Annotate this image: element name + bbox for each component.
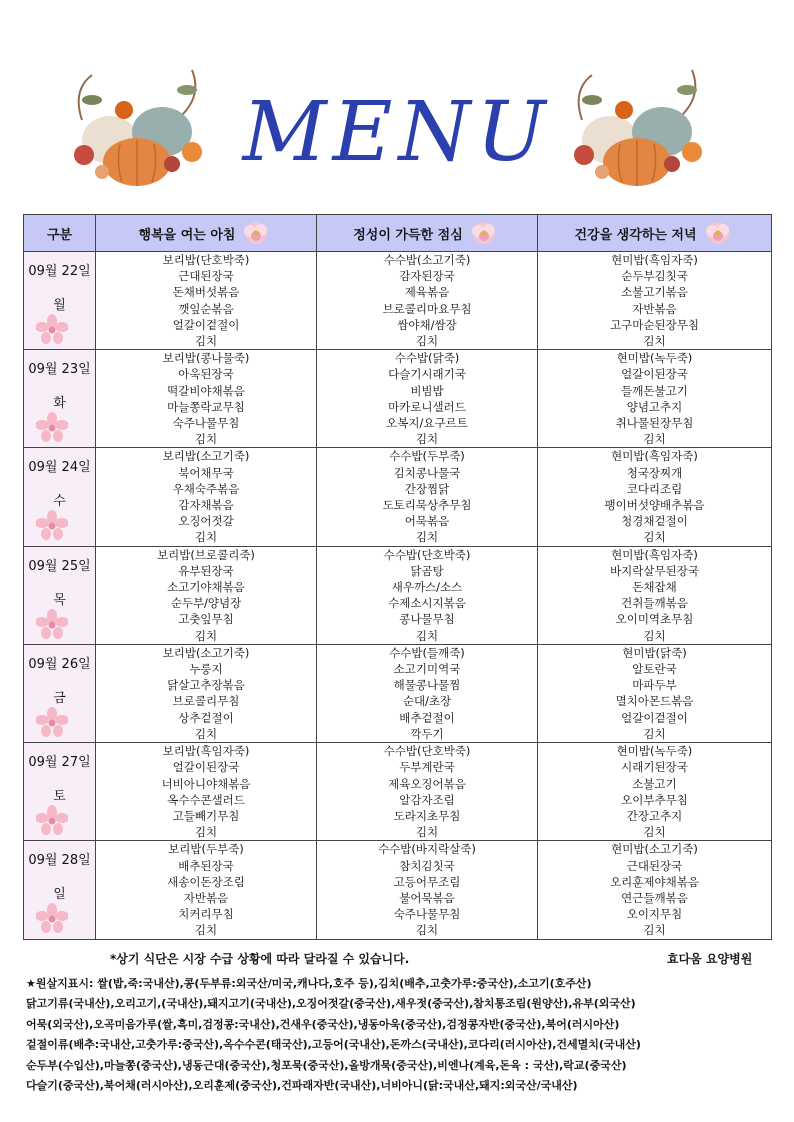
menu-item: 바지락살무된장국 <box>610 563 699 578</box>
menu-item: 자반볶음 <box>183 890 229 905</box>
menu-item: 보리밥(흑임자죽) <box>162 744 250 759</box>
menu-item: 돈채잡채 <box>632 580 677 595</box>
table-row <box>24 448 772 546</box>
weekday-label: 토 <box>53 789 66 805</box>
blossom-icon <box>36 903 68 933</box>
breakfast-cell <box>96 841 317 939</box>
day-cell <box>24 252 96 350</box>
weekday-label: 수 <box>53 494 66 510</box>
menu-item: 간장찜닭 <box>404 481 450 496</box>
menu-item: 오복지/요구르트 <box>386 416 468 431</box>
dinner-cell <box>538 350 772 448</box>
menu-item: 보리밥(브로콜리죽) <box>157 547 255 562</box>
menu-item: 불어묵볶음 <box>399 890 455 905</box>
column-header-lunch: 정성이 가득한 점심 <box>317 215 538 252</box>
menu-item: 보리밥(소고기죽) <box>162 449 250 464</box>
menu-item: 시래기된장국 <box>621 760 688 775</box>
menu-item: 김치 <box>643 923 666 938</box>
menu-item: 김치 <box>415 825 439 840</box>
menu-item: 김치 <box>643 825 666 840</box>
menu-item: 고등어무조림 <box>393 874 461 889</box>
weekday-label: 금 <box>53 690 66 706</box>
table-row <box>24 350 772 448</box>
date-label: 09월 26일 <box>28 656 91 672</box>
menu-item: 닭살고추장볶음 <box>167 678 245 693</box>
menu-item: 건취들깨볶음 <box>621 596 688 611</box>
menu-item: 현미밥(닭죽) <box>622 645 687 660</box>
menu-item: 오이미역초무침 <box>615 612 694 627</box>
blossom-icon <box>36 707 68 737</box>
weekday-label: 목 <box>53 592 66 608</box>
weekday-label: 일 <box>53 887 66 903</box>
menu-item: 코다리조림 <box>626 481 683 496</box>
dinner-cell <box>538 448 772 546</box>
menu-item: 누룽지 <box>189 662 223 677</box>
menu-item: 브로콜리마요무침 <box>382 301 472 316</box>
origin-line: 순두부(수입산),마늘쫑(중국산),냉동근대(중국산),청포묵(중국산),올방개묵(중국산),비엔나(계육,돈육 : 국산),락교(중국산) <box>26 1058 627 1072</box>
breakfast-cell <box>96 252 317 350</box>
menu-item: 북어채무국 <box>178 465 234 480</box>
menu-item: 유부된장국 <box>178 563 234 578</box>
date-label: 09월 23일 <box>28 362 91 378</box>
menu-item: 팽이버섯양배추볶음 <box>604 498 705 513</box>
menu-item: 깻잎순볶음 <box>178 301 234 316</box>
menu-item: 들깨돈불고기 <box>621 383 688 398</box>
menu-item: 돈채버섯볶음 <box>172 285 240 300</box>
menu-item: 우채숙주볶음 <box>172 481 240 496</box>
menu-item: 옥수수콘샐러드 <box>167 792 245 807</box>
blossom-icon <box>36 314 68 344</box>
peony-icon <box>467 220 501 246</box>
origin-line: 다슬기(중국산),북어채(러시아산),오리훈제(중국산),건파래자반(국내산),너비아니(닭:국내산,돼지:외국산/국내산) <box>26 1079 578 1093</box>
menu-item: 김치 <box>194 628 218 643</box>
pumpkin-bouquet-illustration <box>562 60 712 190</box>
menu-item: 수수밥(단호박죽) <box>383 744 471 759</box>
menu-item: 고구마순된장무침 <box>610 317 699 332</box>
menu-item: 김치 <box>194 432 218 447</box>
day-cell <box>24 644 96 742</box>
breakfast-cell <box>96 644 317 742</box>
menu-item: 보리밥(단호박죽) <box>162 253 250 267</box>
dinner-cell <box>538 743 772 841</box>
menu-item: 취나물된장무침 <box>615 416 694 431</box>
menu-item: 깍두기 <box>410 726 444 741</box>
column-header-category: 구분 <box>24 215 96 252</box>
menu-item: 제육오징어볶음 <box>388 776 466 791</box>
menu-item: 수수밥(닭죽) <box>394 351 460 366</box>
blossom-icon <box>36 609 68 639</box>
menu-item: 순두부/양념장 <box>170 596 242 611</box>
menu-item: 얼갈이겉절이 <box>621 710 688 725</box>
weekday-label: 화 <box>53 396 66 412</box>
origin-line: 어묵(외국산),오곡미음가루(쌀,흑미,검정콩:국내산),건새우(중국산),냉동아욱(중국산),검정콩자반(중국산),북어(러시아산) <box>26 1017 620 1031</box>
menu-item: 김치 <box>194 530 218 545</box>
breakfast-cell <box>96 743 317 841</box>
menu-item: 알감자조림 <box>399 792 455 807</box>
menu-item: 마늘쫑락교무침 <box>167 399 245 414</box>
menu-item: 현미밥(녹두죽) <box>616 744 693 759</box>
table-row <box>24 743 772 841</box>
origin-labeling <box>26 974 776 1096</box>
menu-item: 새송이돈장조림 <box>167 874 245 889</box>
day-cell <box>24 448 96 546</box>
table-row <box>24 546 772 644</box>
blossom-icon <box>36 412 68 442</box>
menu-item: 보리밥(소고기죽) <box>162 645 250 660</box>
menu-item: 고춧잎무침 <box>178 612 234 627</box>
menu-item: 근대된장국 <box>178 269 234 284</box>
breakfast-cell <box>96 546 317 644</box>
menu-item: 김치 <box>643 726 666 741</box>
lunch-cell <box>317 448 538 546</box>
column-header-breakfast: 행복을 여는 아침 <box>96 215 317 252</box>
menu-item: 김치 <box>415 628 439 643</box>
menu-item: 상추겉절이 <box>178 710 234 725</box>
menu-item: 김치 <box>643 530 666 545</box>
menu-item: 김치 <box>194 825 218 840</box>
menu-item: 자반볶음 <box>632 301 677 316</box>
table-row <box>24 644 772 742</box>
peony-icon <box>701 220 735 246</box>
lunch-cell <box>317 644 538 742</box>
pumpkin-bouquet-illustration <box>62 60 212 190</box>
menu-item: 해물콩나물찜 <box>393 678 461 693</box>
lunch-cell <box>317 252 538 350</box>
menu-item: 비빔밥 <box>410 383 444 398</box>
menu-item: 김치 <box>194 923 218 938</box>
origin-line: 닭고기류(국내산),오리고기,(국내산),돼지고기(국내산),오징어젓갈(중국산),새우젓(중국산),참치통조림(원양산),유부(외국산) <box>26 997 636 1011</box>
peony-icon <box>239 220 273 246</box>
date-label: 09월 24일 <box>28 460 91 476</box>
menu-item: 청경채겉절이 <box>621 514 688 529</box>
menu-item: 오이지무침 <box>626 907 683 922</box>
origin-line: ★원살지표시: 쌀(밥,죽:국내산),콩(두부류:외국산/미국,캐나다,호주 등),김치(배추,고춧가루:중국산),소고기(호주산) <box>26 977 592 990</box>
menu-item: 두부계란국 <box>399 760 455 775</box>
dinner-cell <box>538 546 772 644</box>
menu-item: 김치콩나물국 <box>393 465 461 480</box>
breakfast-cell <box>96 350 317 448</box>
menu-item: 배추겉절이 <box>399 710 455 725</box>
menu-item: 소불고기볶음 <box>621 285 688 300</box>
menu-item: 간장고추지 <box>626 808 683 823</box>
menu-item: 닭곰탕 <box>410 563 444 578</box>
date-label: 09월 22일 <box>28 264 91 279</box>
menu-item: 김치 <box>415 432 439 447</box>
menu-item: 순두부김칫국 <box>621 269 688 284</box>
date-label: 09월 28일 <box>28 853 91 869</box>
page-title: MENU <box>242 85 552 180</box>
menu-item: 김치 <box>415 530 439 545</box>
weekday-label: 월 <box>53 298 66 313</box>
menu-item: 순대/초장 <box>402 694 452 709</box>
menu-item: 김치 <box>194 334 218 349</box>
menu-item: 얼갈이겉절이 <box>172 317 240 332</box>
menu-item: 현미밥(흑임자죽) <box>611 547 698 562</box>
menu-item: 수수밥(소고기죽) <box>383 253 471 267</box>
menu-item: 소고기미역국 <box>393 662 461 677</box>
hospital-name: 효다움 요양병원 <box>667 952 753 966</box>
weekly-menu-table <box>23 214 772 940</box>
menu-item: 감자된장국 <box>399 269 455 284</box>
day-cell <box>24 546 96 644</box>
table-row <box>24 252 772 350</box>
menu-item: 현미밥(흑임자죽) <box>611 449 698 464</box>
menu-item: 현미밥(녹두죽) <box>616 351 693 366</box>
breakfast-cell <box>96 448 317 546</box>
dinner-cell <box>538 644 772 742</box>
menu-item: 숙주나물무침 <box>393 907 461 922</box>
date-label: 09월 25일 <box>28 558 91 574</box>
menu-item: 수수밥(바지락살죽) <box>378 842 476 857</box>
menu-item: 마파두부 <box>632 678 677 693</box>
menu-item: 얼갈이된장국 <box>172 760 240 775</box>
menu-item: 배추된장국 <box>178 858 234 873</box>
day-cell <box>24 743 96 841</box>
menu-item: 수수밥(단호박죽) <box>383 547 471 562</box>
menu-item: 김치 <box>643 334 666 349</box>
menu-item: 김치 <box>415 334 439 349</box>
menu-item: 연근들깨볶음 <box>621 890 688 905</box>
day-cell <box>24 841 96 939</box>
day-cell <box>24 350 96 448</box>
menu-item: 감자채볶음 <box>178 498 234 513</box>
dinner-cell <box>538 841 772 939</box>
menu-item: 어묵볶음 <box>404 514 450 529</box>
menu-item: 김치 <box>643 628 666 643</box>
table-header-row <box>24 215 772 252</box>
menu-item: 알토란국 <box>632 662 677 677</box>
menu-item: 얼갈이된장국 <box>621 367 688 382</box>
menu-item: 제육볶음 <box>404 285 450 300</box>
menu-item: 치커리무침 <box>178 907 234 922</box>
menu-item: 수제소시지볶음 <box>388 596 466 611</box>
menu-item: 소고기야채볶음 <box>167 580 245 595</box>
menu-item: 쌈야채/쌈장 <box>397 317 457 332</box>
lunch-cell <box>317 841 538 939</box>
menu-item: 도토리묵상추무침 <box>382 498 472 513</box>
menu-item: 콩나물무침 <box>399 612 455 627</box>
menu-item: 도라지초무침 <box>393 808 461 823</box>
menu-item: 브로콜리무침 <box>172 694 240 709</box>
menu-item: 너비아니야채볶음 <box>161 776 251 791</box>
date-label: 09월 27일 <box>28 755 91 771</box>
lunch-cell <box>317 350 538 448</box>
menu-item: 보리밥(콩나물죽) <box>162 351 250 366</box>
menu-item: 아욱된장국 <box>178 367 234 382</box>
table-row <box>24 841 772 939</box>
menu-item: 현미밥(소고기죽) <box>611 842 698 857</box>
menu-item: 오이부추무침 <box>621 792 688 807</box>
column-header-dinner: 건강을 생각하는 저녁 <box>538 215 772 252</box>
menu-item: 김치 <box>643 432 666 447</box>
menu-item: 고들빼기무침 <box>172 808 240 823</box>
menu-item: 떡갈비야채볶음 <box>167 383 245 398</box>
menu-item: 보리밥(두부죽) <box>168 842 244 857</box>
dinner-cell <box>538 252 772 350</box>
menu-item: 청국장찌개 <box>626 465 683 480</box>
menu-item: 김치 <box>194 726 218 741</box>
menu-item: 마카로니샐러드 <box>388 399 466 414</box>
lunch-cell <box>317 546 538 644</box>
menu-item: 다슬기시래기국 <box>388 367 466 382</box>
menu-item: 현미밥(흑임자죽) <box>611 253 698 267</box>
blossom-icon <box>36 510 68 540</box>
menu-item: 근대된장국 <box>626 858 683 873</box>
menu-change-notice: *상기 식단은 시장 수급 상황에 따라 달라질 수 있습니다. <box>110 952 410 966</box>
menu-item: 수수밥(두부죽) <box>389 449 465 464</box>
menu-item: 멸치아몬드볶음 <box>615 694 694 709</box>
menu-item: 김치 <box>415 923 439 938</box>
menu-item: 오징어젓갈 <box>178 514 234 529</box>
origin-line: 겉절이류(배추:국내산,고춧가루:중국산),옥수수콘(태국산),고등어(국내산),돈까스(국내산),코다리(러시아산),건세멸치(국내산) <box>26 1038 641 1052</box>
blossom-icon <box>36 805 68 835</box>
menu-item: 오리훈제야채볶음 <box>610 874 699 889</box>
menu-item: 소불고기 <box>632 776 677 791</box>
menu-item: 참치김칫국 <box>399 858 455 873</box>
menu-item: 새우까스/소스 <box>391 580 463 595</box>
menu-item: 수수밥(들깨죽) <box>389 645 465 660</box>
menu-item: 숙주나물무침 <box>172 416 240 431</box>
menu-item: 양념고추지 <box>626 399 683 414</box>
lunch-cell <box>317 743 538 841</box>
